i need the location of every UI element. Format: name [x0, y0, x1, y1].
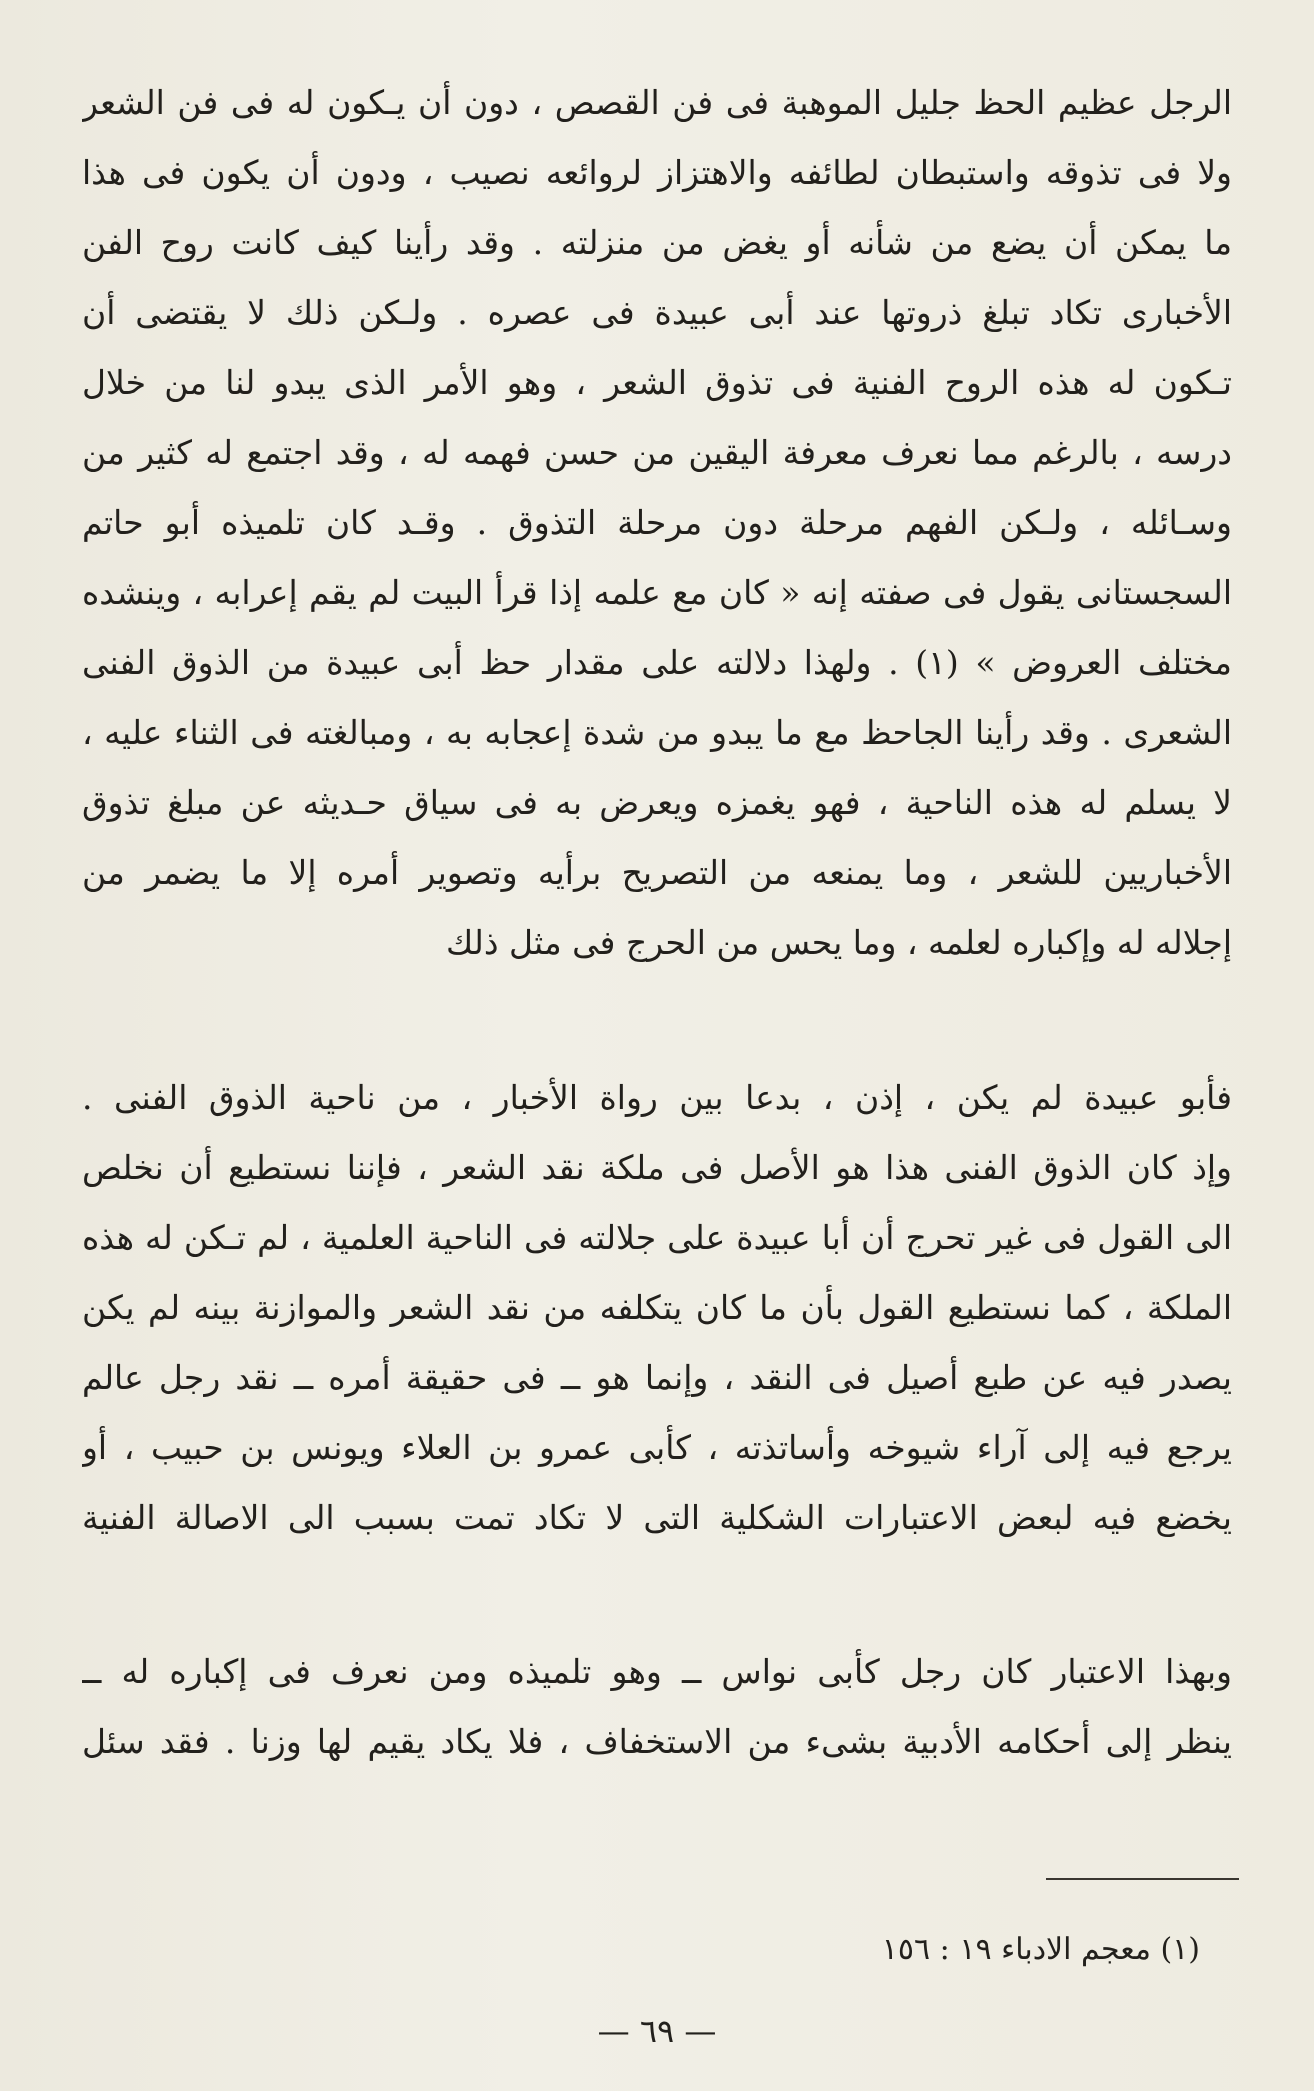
paragraph-3: [82, 1637, 1232, 1777]
text-line: الرجل عظيم الحظ جليل الموهبة فى فن القصص ، دون أن يـكون له فى فن الشعر: [82, 83, 1232, 122]
text-line: وإذ كان الذوق الفنى هذا هو الأصل فى ملكة نقد الشعر ، فإننا نستطيع أن نخلص: [82, 1148, 1232, 1187]
text-line: الى القول فى غير تحرج أن أبا عبيدة على جلالته فى الناحية العلمية ، لم تـكن له هذه: [82, 1218, 1232, 1257]
footnote: (١) معجم الادباء ١٩ : ١٥٦: [881, 1932, 1200, 1967]
text-line: الملكة ، كما نستطيع القول بأن ما كان يتكلفه من نقد الشعر والموازنة بينه لم يكن: [82, 1288, 1232, 1327]
text-line: ولا فى تذوقه واستبطان لطائفه والاهتزاز لروائعه نصيب ، ودون أن يكون فى هذا: [82, 153, 1232, 192]
text-line: الأخبارى تكاد تبلغ ذروتها عند أبى عبيدة فى عصره . ولـكن ذلك لا يقتضى أن: [82, 293, 1232, 332]
text-line: وبهذا الاعتبار كان رجل كأبى نواس ــ وهو تلميذه ومن نعرف فى إكباره له ــ: [82, 1652, 1232, 1691]
footnote-divider: [1046, 1878, 1239, 1880]
text-line: الشعرى . وقد رأينا الجاحظ مع ما يبدو من شدة إعجابه به ، ومبالغته فى الثناء عليه ،: [82, 713, 1232, 752]
text-line: إجلاله له وإكباره لعلمه ، وما يحس من الحرج فى مثل ذلك: [445, 923, 1232, 962]
text-line: يرجع فيه إلى آراء شيوخه وأساتذته ، كأبى عمرو بن العلاء ويونس بن حبيب ، أو: [82, 1428, 1232, 1467]
text-line: تـكون له هذه الروح الفنية فى تذوق الشعر ، وهو الأمر الذى يبدو لنا من خلال: [82, 363, 1232, 402]
paragraph-1: [82, 68, 1232, 978]
text-line: فأبو عبيدة لم يكن ، إذن ، بدعا بين رواة الأخبار ، من ناحية الذوق الفنى .: [82, 1078, 1232, 1117]
text-line: ما يمكن أن يضع من شأنه أو يغض من منزلته . وقد رأينا كيف كانت روح الفن: [82, 223, 1232, 262]
text-line: درسه ، بالرغم مما نعرف معرفة اليقين من حسن فهمه له ، وقد اجتمع له كثير من: [82, 433, 1232, 472]
text-line: السجستانى يقول فى صفته إنه « كان مع علمه إذا قرأ البيت لم يقم إعرابه ، وينشده: [82, 573, 1232, 612]
text-line: مختلف العروض » (١) . ولهذا دلالته على مقدار حظ أبى عبيدة من الذوق الفنى: [82, 643, 1232, 682]
page-number: — ٦٩ —: [597, 2012, 717, 2050]
text-line: لا يسلم له هذه الناحية ، فهو يغمزه ويعرض به فى سياق حـديثه عن مبلغ تذوق: [82, 783, 1232, 822]
text-line: الأخباريين للشعر ، وما يمنعه من التصريح برأيه وتصوير أمره إلا ما يضمر من: [82, 853, 1232, 892]
text-line: ينظر إلى أحكامه الأدبية بشىء من الاستخفاف ، فلا يكاد يقيم لها وزنا . فقد سئل: [82, 1722, 1232, 1761]
text-line: وسـائله ، ولـكن الفهم مرحلة دون مرحلة التذوق . وقـد كان تلميذه أبو حاتم: [82, 503, 1232, 542]
paragraph-2: [82, 1063, 1232, 1553]
text-line: يصدر فيه عن طبع أصيل فى النقد ، وإنما هو ــ فى حقيقة أمره ــ نقد رجل عالم: [82, 1358, 1232, 1397]
text-line: يخضع فيه لبعض الاعتبارات الشكلية التى لا تكاد تمت بسبب الى الاصالة الفنية: [82, 1498, 1232, 1537]
